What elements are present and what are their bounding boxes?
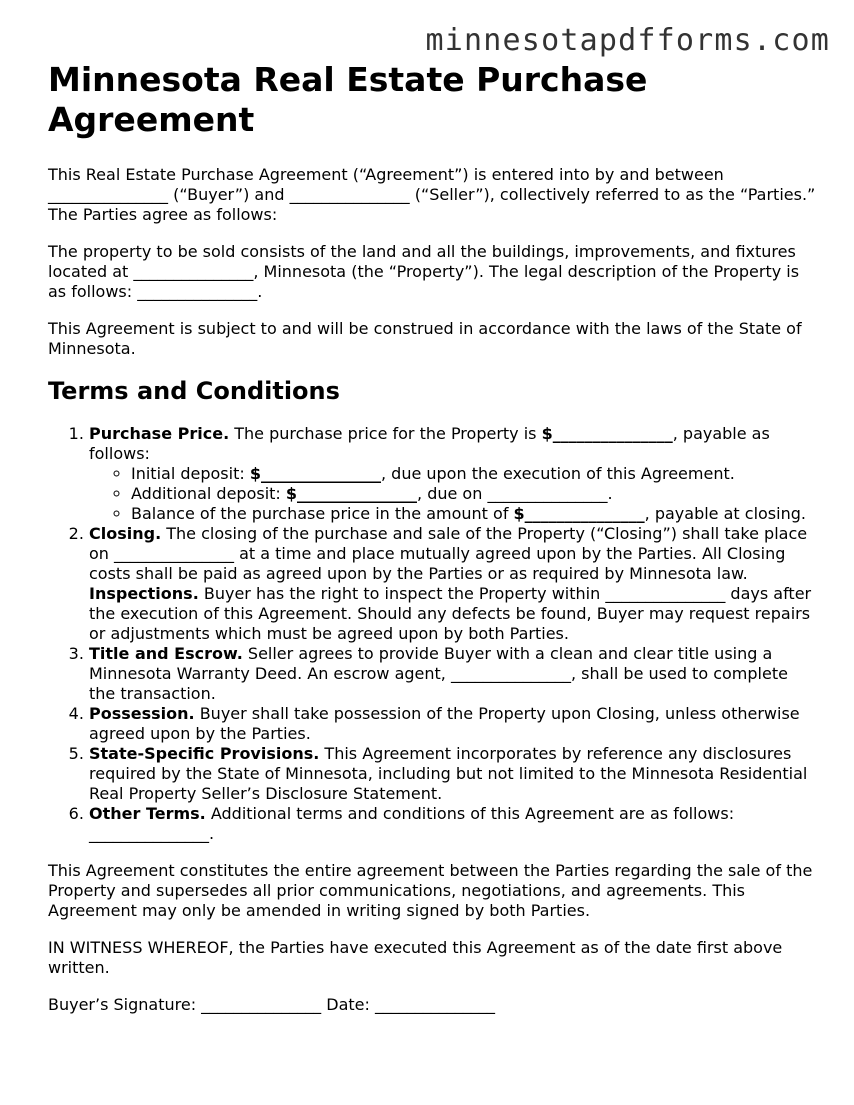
term-title-escrow: [89, 644, 818, 704]
term-state-specific: [89, 744, 818, 804]
intro-governing-law-paragraph: This Agreement is subject to and will be construed in accordance with the laws of the State of Minnesota.: [48, 319, 802, 358]
term-text: This Agreement incorporates by reference any disclosures required by the State of Minnesota, including but not limited to the Minnesota Residential Real Property Seller’s Disclosure Statement.: [89, 744, 808, 803]
term-label: Closing.: [89, 524, 162, 543]
intro-property-paragraph: The property to be sold consists of the land and all the buildings, improvements, and fixtures located at _______________, Minnesota (the “Property”). The legal description of the Property is as follows: _______________.: [48, 242, 800, 301]
term-label: Title and Escrow.: [89, 644, 243, 663]
term-label: State-Specific Provisions.: [89, 744, 320, 763]
payment-text: , payable at closing.: [644, 504, 806, 523]
inspections-clause: [89, 584, 818, 644]
document-body: [48, 60, 818, 1032]
payment-text: , due on _______________.: [417, 484, 613, 503]
term-text: Seller agrees to provide Buyer with a clean and clear title using a Minnesota Warranty Deed. An escrow agent, _______________, shall be used to complete the transaction.: [89, 644, 788, 703]
entire-agreement-paragraph: This Agreement constitutes the entire agreement between the Parties regarding the sale of the Property and supersedes all prior communications, negotiations, and agreements. This Agreement may only be amended in writing signed by both Parties.: [48, 861, 813, 920]
payment-text: Additional deposit:: [131, 484, 286, 503]
buyer-signature-line: Buyer’s Signature: _______________ Date: _______________: [48, 995, 495, 1014]
term-text: The purchase price for the Property is: [229, 424, 542, 443]
amount-blank: $_______________: [513, 504, 645, 523]
payment-sublist: [89, 464, 818, 524]
payment-text: , due upon the execution of this Agreement.: [380, 464, 735, 483]
term-closing: [89, 524, 818, 644]
term-purchase-price: [89, 424, 818, 524]
terms-heading: Terms and Conditions: [48, 377, 340, 405]
term-label: Purchase Price.: [89, 424, 230, 443]
payment-item-initial-deposit: [131, 464, 818, 484]
term-label: Possession.: [89, 704, 195, 723]
amount-blank: $_______________: [285, 484, 418, 503]
term-text: Buyer shall take possession of the Property upon Closing, unless otherwise agreed upon by the Parties.: [89, 704, 800, 743]
amount-blank: $_______________: [249, 464, 381, 483]
price-blank: $_______________: [541, 424, 673, 443]
payment-text: Initial deposit:: [131, 464, 250, 483]
payment-item-additional-deposit: [131, 484, 818, 504]
term-other: [89, 804, 818, 844]
payment-item-balance: [131, 504, 818, 524]
term-label: Inspections.: [89, 584, 199, 603]
payment-text: Balance of the purchase price in the amount of: [131, 504, 514, 523]
witness-paragraph: IN WITNESS WHEREOF, the Parties have executed this Agreement as of the date first above written.: [48, 938, 783, 977]
term-label: Other Terms.: [89, 804, 206, 823]
document-title: Minnesota Real Estate Purchase Agreement: [48, 60, 648, 139]
term-text: , payable as follows:: [89, 424, 770, 463]
term-text: Buyer has the right to inspect the Property within _______________ days after the execution of this Agreement. Should any defects be found, Buyer may request repairs or adjustments which must be agreed upon by both Parties.: [89, 584, 812, 643]
intro-parties-paragraph: This Real Estate Purchase Agreement (“Agreement”) is entered into by and between _______________ (“Buyer”) and _______________ (“Seller”), collectively referred to as the “Parties.” The Parties agree as follows:: [48, 165, 816, 224]
terms-list: [48, 424, 818, 844]
site-watermark: minnesotapdfforms.com: [425, 23, 830, 58]
term-possession: [89, 704, 818, 744]
term-text: The closing of the purchase and sale of the Property (“Closing”) shall take place on _______________ at a time and place mutually agreed upon by the Parties. All Closing costs shall be paid as agreed upon by the Parties or as required by Minnesota law.: [89, 524, 808, 583]
term-text: Additional terms and conditions of this Agreement are as follows: _______________.: [89, 804, 735, 843]
